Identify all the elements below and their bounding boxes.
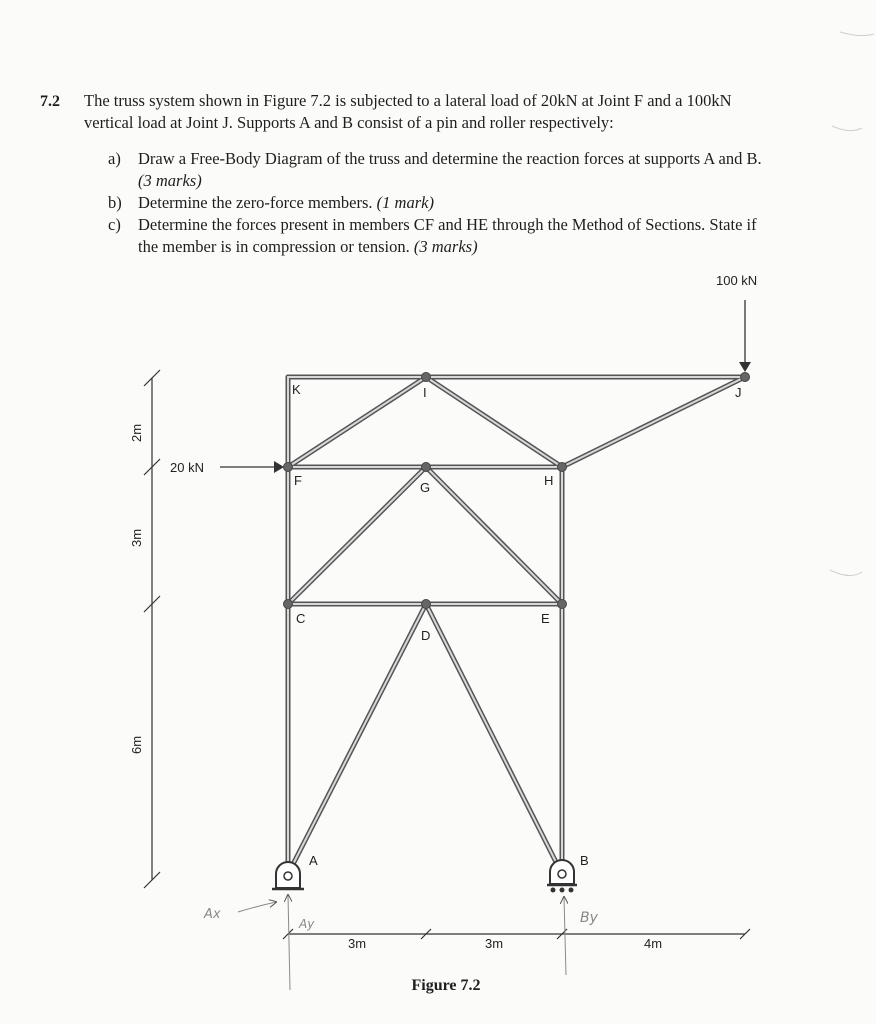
vertical-dimensions bbox=[144, 370, 160, 888]
joint-label-F: F bbox=[294, 473, 302, 488]
handwritten-ax: Ax bbox=[204, 907, 221, 922]
joint-dot-E bbox=[558, 600, 567, 609]
roller-support-B bbox=[547, 860, 577, 893]
joint-dot-F bbox=[284, 463, 293, 472]
joint-label-H: H bbox=[544, 473, 554, 488]
load-100kN-arrowhead bbox=[739, 362, 751, 372]
dim-3m-left: 3m bbox=[347, 936, 367, 951]
part-a-marks: (3 marks) bbox=[138, 171, 202, 190]
joint-label-A: A bbox=[309, 853, 318, 868]
load-20kN-label: 20 kN bbox=[170, 460, 204, 475]
question-intro: The truss system shown in Figure 7.2 is subjected to a lateral load of 20kN at Joint F and a 100kN vertical load at Joint J. Supports A and B consist of a pin and roller respectively: bbox=[84, 91, 732, 132]
handwritten-annotations bbox=[238, 895, 566, 990]
load-100kN-label: 100 kN bbox=[716, 273, 758, 288]
joint-dot-G bbox=[422, 463, 431, 472]
part-label: c) bbox=[108, 215, 121, 234]
joint-dot-I bbox=[422, 373, 431, 382]
joint-label-B: B bbox=[580, 853, 589, 868]
figure-caption bbox=[0, 977, 876, 995]
horizontal-dim-labels bbox=[348, 936, 662, 951]
load-20kN bbox=[170, 460, 284, 475]
joint-label-I: I bbox=[423, 385, 427, 400]
joint-label-J: J bbox=[735, 385, 742, 400]
part-b-marks: (1 mark) bbox=[376, 193, 434, 212]
handwritten-by: By bbox=[580, 910, 598, 926]
figure-caption-text: Figure 7.2 bbox=[411, 977, 481, 994]
joint-label-G: G bbox=[420, 480, 431, 495]
joint-label-D: D bbox=[421, 628, 431, 643]
joint-label-E: E bbox=[541, 611, 550, 626]
handwritten-ay: Ay bbox=[299, 917, 315, 931]
part-b-text: Determine the zero-force members. bbox=[138, 193, 373, 212]
dim-3m: 3m bbox=[129, 528, 144, 548]
pin-support-A bbox=[272, 862, 304, 889]
joint-labels bbox=[292, 382, 742, 868]
handwritten-labels bbox=[203, 907, 599, 931]
part-c-text: Determine the forces present in members CF and HE through the Method of Sections. State if the member is in compression or tension. bbox=[138, 215, 757, 256]
truss-members bbox=[288, 377, 745, 874]
part-label: b) bbox=[108, 193, 122, 212]
joint-dot-D bbox=[422, 600, 431, 609]
joint-dot-J bbox=[741, 373, 750, 382]
vertical-dim-labels bbox=[129, 424, 144, 754]
joint-label-K: K bbox=[292, 382, 301, 397]
load-20kN-arrowhead bbox=[274, 461, 284, 473]
dim-4m: 4m bbox=[643, 936, 663, 951]
load-100kN bbox=[716, 273, 757, 372]
part-c-marks: (3 marks) bbox=[413, 237, 478, 256]
question-number: 7.2 bbox=[40, 93, 60, 110]
joint-label-C: C bbox=[296, 611, 306, 626]
joint-dot-C bbox=[284, 600, 293, 609]
scan-marks bbox=[830, 32, 874, 576]
dim-3m-right: 3m bbox=[484, 936, 504, 951]
dim-6m: 6m bbox=[129, 735, 144, 755]
dim-2m: 2m bbox=[129, 423, 144, 443]
part-a-text: Draw a Free-Body Diagram of the truss and determine the reaction forces at supports A and B. bbox=[138, 149, 762, 168]
joint-dot-H bbox=[558, 463, 567, 472]
part-label: a) bbox=[108, 149, 121, 168]
